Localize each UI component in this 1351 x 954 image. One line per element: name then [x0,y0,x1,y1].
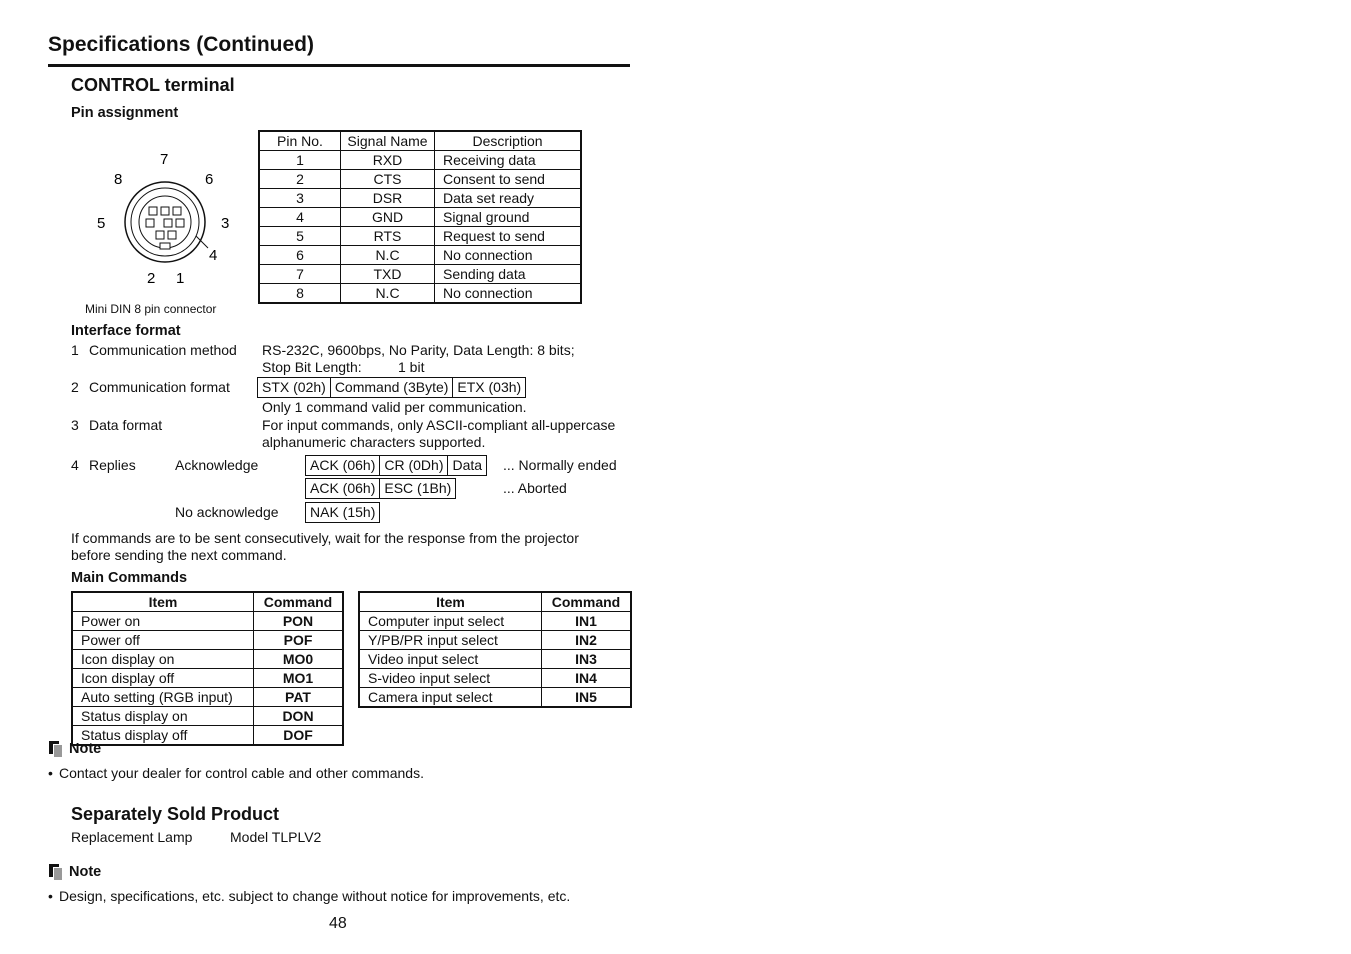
cmd-code: PAT [254,688,344,707]
cmd-item: Camera input select [359,688,542,708]
note-bullet: • [48,765,53,781]
cmd-code: PON [254,612,344,631]
table-row [259,151,581,170]
pin-header-description: Description [435,131,582,151]
table-row [72,612,343,631]
cmd-item: Status display off [72,726,254,746]
ack-box: ACK (06h) [305,478,380,499]
sold-model: Model TLPLV2 [230,829,322,845]
format-number: 2 [71,379,79,395]
pin-description: No connection [435,284,582,304]
pin-description: Receiving data [435,151,582,170]
method-line-2a: Stop Bit Length: [262,359,362,375]
acknowledge-label: Acknowledge [175,457,259,473]
replies-number: 4 [71,457,79,473]
table-row [72,650,343,669]
format-box-command: Command (3Byte) [330,377,454,398]
cr-box: CR (0Dh) [379,455,448,476]
pin-label-6: 6 [205,171,214,188]
pin-header-no: Pin No. [259,131,341,151]
cmd-item: Icon display on [72,650,254,669]
signal-name: GND [341,208,435,227]
table-row [259,265,581,284]
pin-no: 7 [259,265,341,284]
table-row [259,170,581,189]
consecutive-line-1: If commands are to be sent consecutively, wait for the response from the projector [71,530,579,546]
main-commands-heading: Main Commands [71,570,188,586]
data-box: Data [447,455,487,476]
method-label: Communication method [89,342,237,358]
note-icon [49,741,62,756]
cmd-item: Computer input select [359,612,542,631]
signal-name: N.C [341,246,435,265]
pin-label-2: 2 [147,270,156,287]
format-frame [257,377,525,398]
pin-label-3: 3 [221,215,230,232]
pin-description: No connection [435,246,582,265]
cmd-item: Icon display off [72,669,254,688]
table-row [359,612,631,631]
signal-name: DSR [341,189,435,208]
pin-description: Consent to send [435,170,582,189]
title-rule [48,64,630,67]
pin-no: 2 [259,170,341,189]
table-row [359,669,631,688]
ack-abort-frame [305,478,455,499]
consecutive-line-2: before sending the next command. [71,547,287,563]
cmd-code: IN2 [542,631,632,650]
pin-label-8: 8 [114,171,123,188]
signal-name: RXD [341,151,435,170]
pin-label-1: 1 [176,270,185,287]
interface-format-heading: Interface format [71,323,181,339]
table-row [72,669,343,688]
ack-normal-note: ... Normally ended [503,457,617,473]
table-row [359,631,631,650]
signal-name: N.C [341,284,435,304]
table-row [359,650,631,669]
cmd-code: POF [254,631,344,650]
no-acknowledge-label: No acknowledge [175,504,279,520]
pin-no: 1 [259,151,341,170]
cmd-code: DON [254,707,344,726]
cmd-code: IN4 [542,669,632,688]
ack-normal-frame [305,455,486,476]
table-row [259,227,581,246]
esc-box: ESC (1Bh) [379,478,456,499]
cmd-header-command: Command [542,592,632,612]
control-terminal-heading: CONTROL terminal [71,75,235,95]
format-box-etx: ETX (03h) [452,377,526,398]
table-row [259,189,581,208]
table-row [259,284,581,304]
pin-assignment-heading: Pin assignment [71,105,179,121]
ack-box: ACK (06h) [305,455,380,476]
pin-description: Signal ground [435,208,582,227]
main-commands-table-left [71,591,344,746]
data-line-2: alphanumeric characters supported. [262,434,486,450]
signal-name: TXD [341,265,435,284]
note-bullet: • [48,888,53,904]
signal-name: CTS [341,170,435,189]
table-row [359,688,631,708]
table-row [259,246,581,265]
pin-assignment-table [258,130,582,304]
cmd-code: MO1 [254,669,344,688]
pin-description: Data set ready [435,189,582,208]
format-box-stx: STX (02h) [257,377,331,398]
main-commands-table-right [358,591,632,708]
format-note: Only 1 command valid per communication. [262,399,527,415]
separately-sold-heading: Separately Sold Product [71,804,280,824]
pin-label-7: 7 [160,151,169,168]
mini-din-connector-diagram [80,140,250,300]
cmd-item: Y/PB/PR input select [359,631,542,650]
pin-header-signal: Signal Name [341,131,435,151]
pin-description: Sending data [435,265,582,284]
nak-frame [305,502,379,523]
method-line-1: RS-232C, 9600bps, No Parity, Data Length: 8 bits; [262,342,575,358]
cmd-code: IN1 [542,612,632,631]
page-title: Specifications (Continued) [48,33,315,56]
pin-no: 4 [259,208,341,227]
cmd-item: Auto setting (RGB input) [72,688,254,707]
format-label: Communication format [89,379,230,395]
signal-name: RTS [341,227,435,246]
note-text: Contact your dealer for control cable and other commands. [59,765,424,781]
table-row [259,208,581,227]
data-number: 3 [71,417,79,433]
ack-abort-note: ... Aborted [503,480,567,496]
pin-no: 6 [259,246,341,265]
table-row [72,726,343,746]
cmd-item: Video input select [359,650,542,669]
replies-label: Replies [89,457,136,473]
cmd-item: Power on [72,612,254,631]
data-line-1: For input commands, only ASCII-compliant all-uppercase [262,417,616,433]
cmd-header-item: Item [72,592,254,612]
method-line-2b: 1 bit [398,359,425,375]
cmd-code: MO0 [254,650,344,669]
nak-box: NAK (15h) [305,502,380,523]
pin-label-5: 5 [97,215,106,232]
cmd-header-command: Command [254,592,344,612]
pin-label-4: 4 [209,247,218,264]
cmd-item: Power off [72,631,254,650]
method-number: 1 [71,342,79,358]
sold-item: Replacement Lamp [71,829,193,845]
connector-caption: Mini DIN 8 pin connector [85,302,217,316]
data-label: Data format [89,417,163,433]
pin-description: Request to send [435,227,582,246]
table-row [72,688,343,707]
table-row [72,707,343,726]
cmd-code: DOF [254,726,344,746]
note-icon [49,864,62,879]
note-label: Note [69,864,102,880]
cmd-code: IN5 [542,688,632,708]
cmd-code: IN3 [542,650,632,669]
pin-no: 8 [259,284,341,304]
pin-no: 3 [259,189,341,208]
page-number: 48 [329,915,347,932]
cmd-item: Status display on [72,707,254,726]
cmd-item: S-video input select [359,669,542,688]
note-text: Design, specifications, etc. subject to change without notice for improvements, etc. [59,888,571,904]
note-label: Note [69,741,102,757]
table-row [72,631,343,650]
pin-no: 5 [259,227,341,246]
cmd-header-item: Item [359,592,542,612]
